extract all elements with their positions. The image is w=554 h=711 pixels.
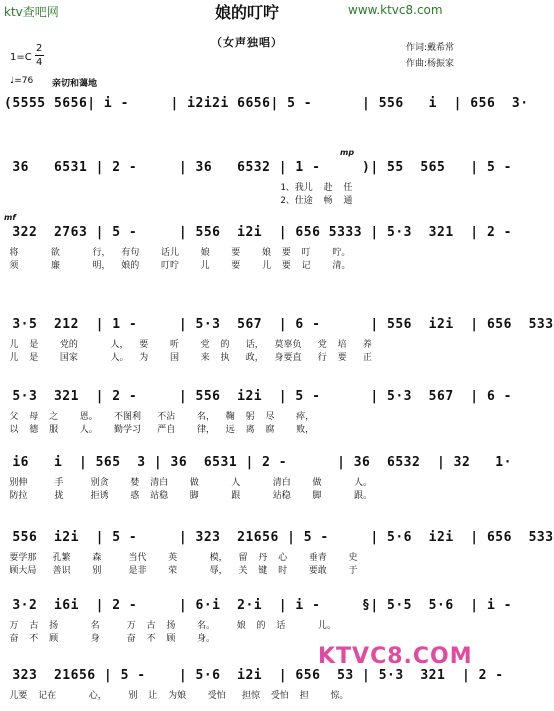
notation-line: 36 6531 | 2 - | 36 6532 | 1 - )| 55 565 | 5 - — [4, 160, 512, 175]
lyric-verse-2: 奋 不 顾 身 奋 不 顾 身。 — [4, 634, 216, 644]
lyric-verse-1: 儿要 记在 心， 别 让 为娘 受怕 担惊 受怕 担 惊。 — [4, 691, 349, 701]
lyric-verse-1: 1、我儿 赴 任 — [4, 183, 353, 193]
notation-line: 5·3 321 | 2 - | 556 i2i | 5 - | 5·3 567 | 6 - — [4, 389, 512, 404]
lyric-verse-1: 将 欲 行， 有句 话儿 娘 要 娘 要 叮 咛。 — [4, 248, 351, 258]
notation-line: (5555 5656| i - | i2i2i 6656| 5 - | 556 i | 656 3· — [4, 96, 529, 111]
expression-mark: 亲切和蔼地 — [52, 79, 98, 89]
lyric-verse-1: 父 母 之 恩。 不图利 不沾 名， 鞠 躬 尽 瘁， — [4, 412, 315, 422]
score-row — [0, 213, 512, 271]
notation-line: 323 21656 | 5 - | 5·6 i2i | 656 53 | 5·3 321 | 2 - — [4, 668, 504, 683]
lyric-verse-2: 2、仕途 畅 通 — [4, 196, 353, 206]
score-row — [0, 530, 554, 576]
time-signature-top: 2 — [36, 43, 43, 54]
lyric-verse-2: 防拉 拢 拒诱 惑 站稳 脚 跟 站稳 脚 跟。 — [4, 491, 372, 501]
score-row — [0, 96, 529, 136]
lyric-verse-1: 要学那 孔繁 森 当代 英 模， 留 丹 心 垂青 史 — [4, 553, 358, 563]
score-row — [0, 317, 554, 363]
tempo-mark: ♩=76 — [10, 76, 34, 86]
notation-line: 322 2763 | 5 - | 556 i2i | 656 5333 | 5·3 321 | 2 - — [4, 225, 512, 240]
song-subtitle: （女声独唱） — [211, 36, 283, 49]
notation-line: 3·2 i6i | 2 - | 6·i 2·i | i - §| 5·5 5·6 | i - — [4, 598, 512, 613]
dynamic-mark: mp — [340, 148, 355, 157]
score-row — [0, 668, 504, 708]
score-row — [0, 389, 512, 435]
score-row — [0, 598, 512, 644]
notation-line: 556 i2i | 5 - | 323 21656 | 5 - | 5·6 i2i | 656 533 — [4, 530, 554, 545]
dynamic-mark: mf — [4, 213, 16, 222]
key-signature: 1=C — [10, 52, 32, 63]
lyricist-credit: 作词:戴希常 — [406, 43, 455, 53]
site-url-right[interactable]: www.ktvc8.com — [348, 3, 443, 17]
lyric-verse-2: 顾大局 善识 别 是非 荣 辱， 关 键 时 要敢 于 — [4, 566, 358, 576]
song-title: 娘的叮咛 — [214, 3, 279, 22]
time-signature-line — [35, 55, 44, 56]
site-name-left: ktv查吧网 — [4, 5, 59, 19]
composer-credit: 作曲:杨振家 — [406, 59, 455, 69]
lyric-verse-1: 别伸 手 别贪 婪 清白 做 人 清白 做 人。 — [4, 478, 372, 488]
lyric-verse-2: 以 德 服 人。 勤学习 严自 律， 远 离 腐 败， — [4, 425, 315, 435]
score-row — [0, 148, 512, 206]
score-row — [0, 455, 512, 501]
lyric-verse-2: 儿 是 国家 人。 为 国 来 执 政， 身要直 行 要 正 — [4, 353, 372, 363]
time-signature-bottom: 4 — [36, 57, 43, 68]
notation-line: i6 i | 565 3 | 36 6531 | 2 - | 36 6532 | 32 1· — [4, 455, 512, 470]
lyric-verse-1: 儿 是 党的 人， 要 听 党 的 话， 莫辜负 党 培 养 — [4, 340, 372, 350]
lyric-verse-1: 万 古 扬 名 万 古 扬 名。 娘 的 话 儿。 — [4, 621, 336, 631]
notation-line: 3·5 212 | 1 - | 5·3 567 | 6 - | 556 i2i | 656 533 — [4, 317, 554, 332]
watermark-logo: KTVC8.COM — [318, 644, 473, 669]
lyric-verse-2: 须 廉 明， 娘的 叮咛 儿 要 儿 要 记 清。 — [4, 261, 351, 271]
